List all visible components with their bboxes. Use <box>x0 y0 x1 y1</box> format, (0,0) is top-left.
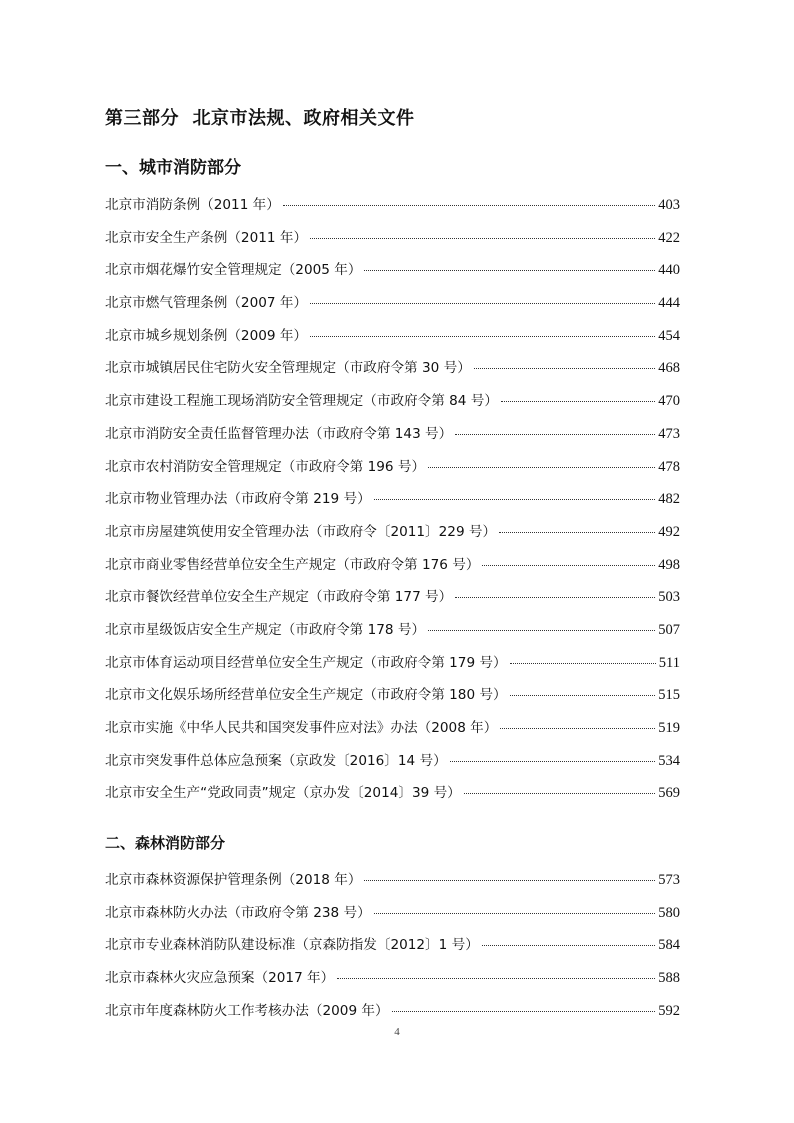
part-title: 第三部分 北京市法规、政府相关文件 <box>105 108 415 129</box>
toc-entry-title: 北京市烟花爆竹安全管理规定（2005 年） <box>105 262 362 279</box>
toc-entry[interactable] <box>105 520 680 553</box>
toc-entry-page: 534 <box>658 752 680 769</box>
toc-entry[interactable] <box>105 618 680 651</box>
dot-leader <box>510 663 656 664</box>
toc-entry-title: 北京市森林防火办法（市政府令第 238 号） <box>105 904 371 921</box>
dot-leader <box>455 597 655 598</box>
dot-leader <box>337 978 655 979</box>
toc-entry-page: 569 <box>658 785 680 802</box>
dot-leader <box>482 945 655 946</box>
toc-entry[interactable] <box>105 933 680 966</box>
toc-entry-page: 503 <box>658 589 680 606</box>
toc-list-urban-fire <box>105 193 680 814</box>
toc-entry-page: 519 <box>658 720 680 736</box>
toc-entry-title: 北京市安全生产条例（2011 年） <box>105 229 308 246</box>
toc-entry[interactable] <box>105 324 680 357</box>
toc-entry-page: 515 <box>658 687 680 704</box>
toc-entry-title: 北京市商业零售经营单位安全生产规定（市政府令第 176 号） <box>105 556 480 573</box>
dot-leader <box>428 467 655 468</box>
toc-entry-title: 北京市森林火灾应急预案（2017 年） <box>105 970 335 987</box>
toc-entry[interactable] <box>105 193 680 226</box>
dot-leader <box>482 565 655 566</box>
toc-entry-title: 北京市消防安全责任监督管理办法（市政府令第 143 号） <box>105 425 453 442</box>
toc-entry-page: 592 <box>658 1002 680 1019</box>
toc-entry-title: 北京市突发事件总体应急预案（京政发〔2016〕14 号） <box>105 752 447 769</box>
toc-entry-title: 北京市森林资源保护管理条例（2018 年） <box>105 872 362 888</box>
toc-entry[interactable] <box>105 389 680 422</box>
toc-entry-title: 北京市实施《中华人民共和国突发事件应对法》办法（2008 年） <box>105 720 498 736</box>
toc-entry[interactable] <box>105 585 680 618</box>
toc-entry[interactable] <box>105 553 680 586</box>
dot-leader <box>450 761 656 762</box>
dot-leader <box>500 728 655 729</box>
dot-leader <box>392 1011 656 1012</box>
toc-entry-page: 470 <box>658 393 680 410</box>
toc-entry-title: 北京市燃气管理条例（2007 年） <box>105 295 308 312</box>
toc-entry-page: 468 <box>658 360 680 377</box>
dot-leader <box>310 303 655 304</box>
toc-entry[interactable] <box>105 291 680 324</box>
toc-entry[interactable] <box>105 868 680 901</box>
toc-entry-page: 403 <box>658 197 680 213</box>
dot-leader <box>364 270 655 271</box>
toc-entry-title: 北京市消防条例（2011 年） <box>105 197 280 213</box>
toc-entry-title: 北京市建设工程施工现场消防安全管理规定（市政府令第 84 号） <box>105 393 498 410</box>
toc-entry-page: 573 <box>658 872 680 888</box>
dot-leader <box>310 238 655 239</box>
toc-entry-page: 473 <box>658 425 680 442</box>
dot-leader <box>455 434 655 435</box>
dot-leader <box>501 401 655 402</box>
toc-entry[interactable] <box>105 226 680 259</box>
toc-entry-page: 507 <box>658 621 680 638</box>
dot-leader <box>510 695 656 696</box>
toc-entry[interactable] <box>105 651 680 684</box>
toc-entry-page: 454 <box>658 327 680 344</box>
toc-entry-page: 584 <box>658 937 680 954</box>
toc-entry[interactable] <box>105 683 680 716</box>
toc-entry-title: 北京市城镇居民住宅防火安全管理规定（市政府令第 30 号） <box>105 360 471 377</box>
toc-entry-title: 北京市安全生产“党政同责”规定（京办发〔2014〕39 号） <box>105 785 461 802</box>
toc-entry-title: 北京市房屋建筑使用安全管理办法（市政府令〔2011〕229 号） <box>105 523 497 540</box>
toc-entry-page: 444 <box>658 295 680 312</box>
section-heading-urban-fire: 一、城市消防部分 <box>105 158 241 178</box>
section-heading-forest-fire: 二、森林消防部分 <box>105 834 226 852</box>
toc-entry[interactable] <box>105 966 680 999</box>
dot-leader <box>474 368 655 369</box>
toc-entry-page: 511 <box>658 654 680 671</box>
toc-entry-page: 478 <box>658 458 680 475</box>
toc-entry-page: 440 <box>658 262 680 279</box>
dot-leader <box>428 630 655 631</box>
toc-entry[interactable] <box>105 455 680 488</box>
dot-leader <box>283 205 655 206</box>
toc-entry-title: 北京市专业森林消防队建设标准（京森防指发〔2012〕1 号） <box>105 937 479 954</box>
page-number: 4 <box>394 1026 400 1038</box>
toc-entry-title: 北京市农村消防安全管理规定（市政府令第 196 号） <box>105 458 426 475</box>
toc-entry[interactable] <box>105 781 680 814</box>
toc-entry[interactable] <box>105 487 680 520</box>
dot-leader <box>499 532 655 533</box>
toc-list-forest-fire <box>105 868 680 1031</box>
toc-entry-page: 492 <box>658 523 680 540</box>
dot-leader <box>374 499 656 500</box>
toc-entry[interactable] <box>105 749 680 782</box>
toc-entry-title: 北京市年度森林防火工作考核办法（2009 年） <box>105 1002 389 1019</box>
toc-entry-title: 北京市体育运动项目经营单位安全生产规定（市政府令第 179 号） <box>105 654 507 671</box>
toc-entry-title: 北京市城乡规划条例（2009 年） <box>105 327 308 344</box>
dot-leader <box>310 336 655 337</box>
toc-entry[interactable] <box>105 716 680 749</box>
toc-entry-page: 422 <box>658 229 680 246</box>
toc-entry[interactable] <box>105 901 680 934</box>
toc-entry-page: 580 <box>658 904 680 921</box>
dot-leader <box>374 913 656 914</box>
toc-entry-title: 北京市餐饮经营单位安全生产规定（市政府令第 177 号） <box>105 589 453 606</box>
toc-entry[interactable] <box>105 258 680 291</box>
toc-entry-page: 498 <box>658 556 680 573</box>
toc-entry-page: 482 <box>658 491 680 508</box>
toc-entry-title: 北京市文化娱乐场所经营单位安全生产规定（市政府令第 180 号） <box>105 687 507 704</box>
dot-leader <box>464 793 655 794</box>
toc-entry-title: 北京市星级饭店安全生产规定（市政府令第 178 号） <box>105 621 426 638</box>
toc-entry-title: 北京市物业管理办法（市政府令第 219 号） <box>105 491 371 508</box>
toc-entry-page: 588 <box>658 970 680 987</box>
dot-leader <box>364 880 655 881</box>
toc-entry[interactable] <box>105 422 680 455</box>
toc-entry[interactable] <box>105 356 680 389</box>
